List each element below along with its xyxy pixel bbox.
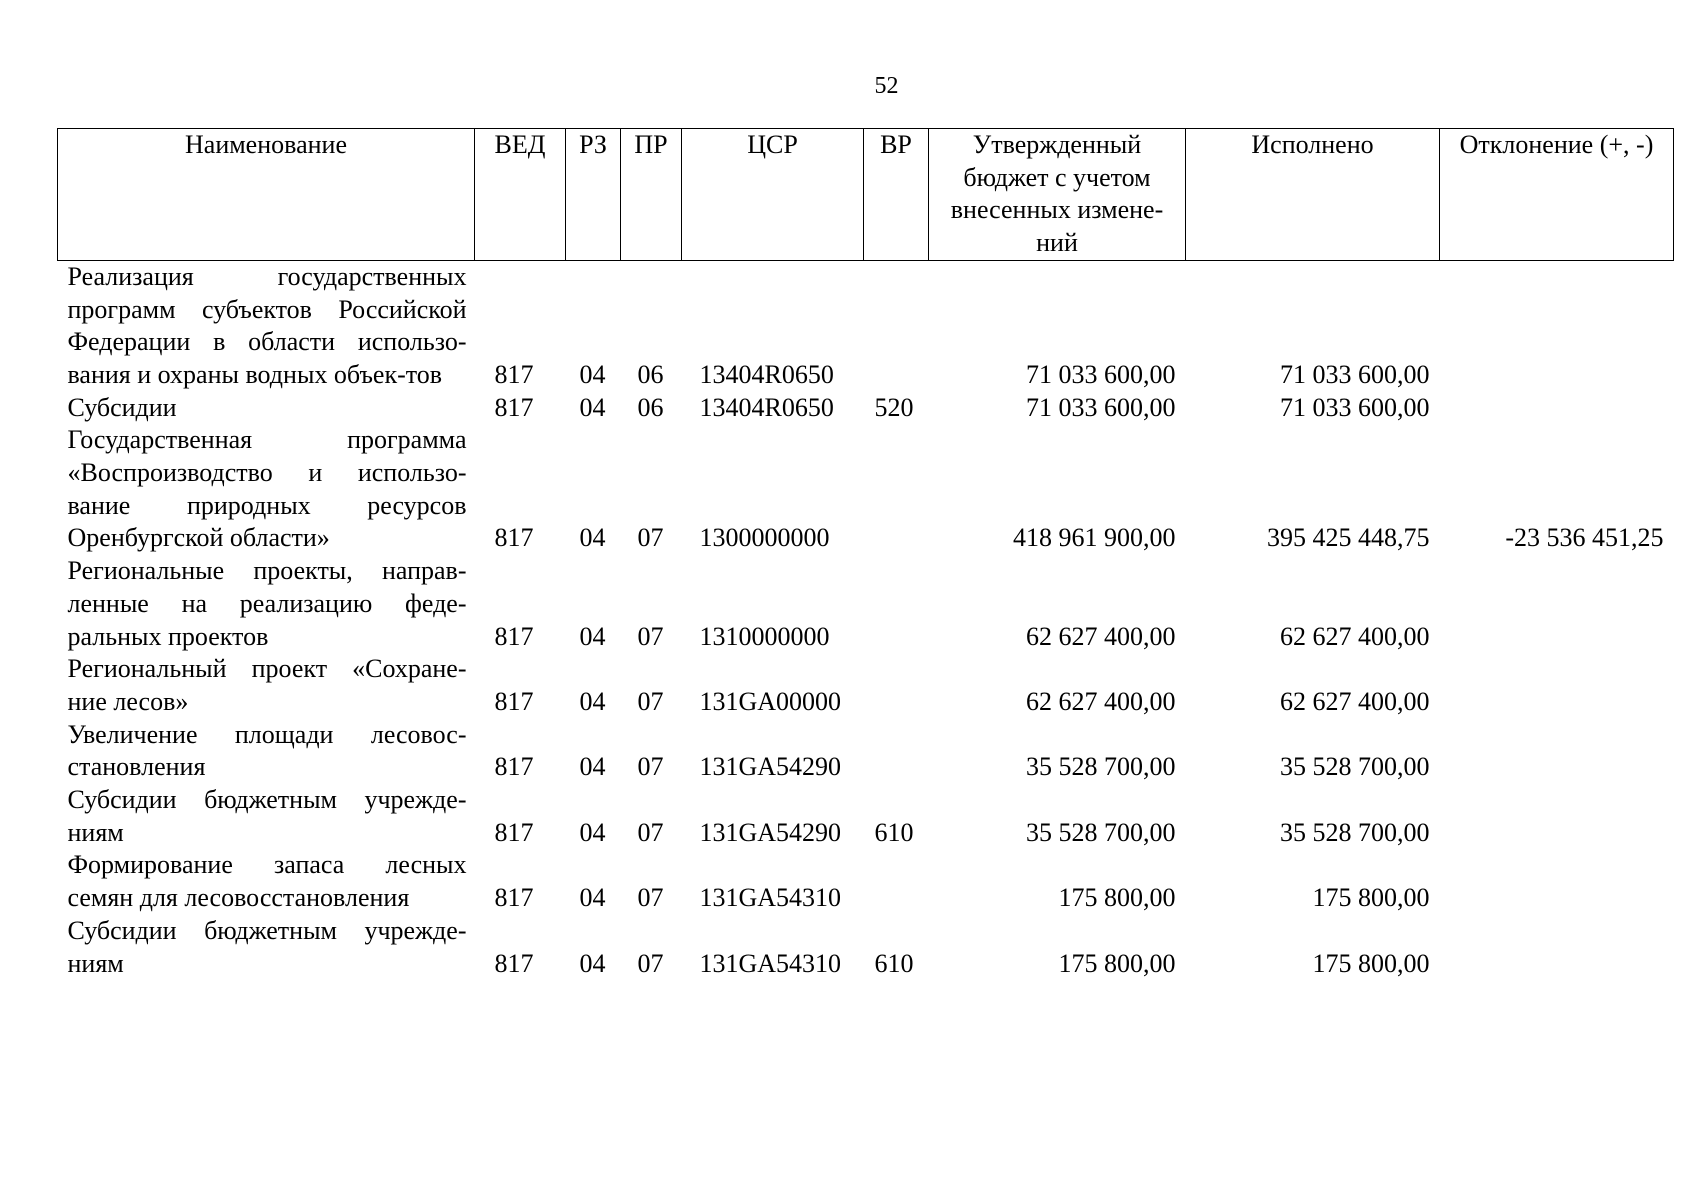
row-approved: 418 961 900,00 (1013, 523, 1176, 553)
row-approved: 71 033 600,00 (1026, 359, 1176, 389)
table-row (58, 653, 1674, 718)
row-ved: 817 (494, 359, 534, 389)
row-executed: 175 800,00 (1312, 948, 1430, 978)
row-pr: 07 (637, 948, 664, 978)
row-rz: 04 (579, 359, 606, 389)
row-csr: 13404R0650 (699, 392, 834, 422)
row-deviation (1440, 719, 1674, 784)
row-executed: 395 425 448,75 (1267, 523, 1430, 553)
header-deviation: Отклонение (+, -) (1440, 129, 1674, 261)
page-number: 52 (874, 73, 899, 99)
row-vr (864, 424, 929, 555)
row-rz: 04 (579, 621, 606, 651)
row-ved: 817 (494, 392, 534, 422)
row-vr: 610 (874, 817, 914, 847)
row-vr (864, 260, 929, 391)
row-name: Реализация государственных программ субъектов Российской Федерации в области использо-вания и охраны водных объек-тов (67, 261, 467, 389)
row-rz: 04 (579, 883, 606, 913)
header-name: Наименование (58, 129, 475, 261)
row-rz: 04 (579, 523, 606, 553)
row-name: Увеличение площади лесовос-становления (67, 719, 467, 782)
row-name: Формирование запаса лесных семян для лесовосстановления (67, 850, 467, 913)
row-rz: 04 (579, 948, 606, 978)
row-approved: 175 800,00 (1058, 883, 1176, 913)
row-ved: 817 (494, 752, 534, 782)
row-vr (864, 849, 929, 914)
row-name: Субсидии (67, 392, 177, 422)
row-deviation (1440, 784, 1674, 849)
row-approved: 175 800,00 (1058, 948, 1176, 978)
header-executed: Исполнено (1186, 129, 1440, 261)
row-executed: 62 627 400,00 (1280, 621, 1430, 651)
row-ved: 817 (494, 948, 534, 978)
row-deviation (1440, 915, 1674, 980)
row-csr: 1310000000 (699, 621, 830, 651)
row-vr (864, 555, 929, 653)
row-executed: 71 033 600,00 (1280, 392, 1430, 422)
row-csr: 131GA00000 (699, 686, 842, 716)
header-rz: РЗ (566, 129, 621, 261)
row-pr: 07 (637, 752, 664, 782)
row-csr: 1300000000 (699, 523, 830, 553)
row-ved: 817 (494, 883, 534, 913)
row-vr: 610 (874, 948, 914, 978)
row-rz: 04 (579, 817, 606, 847)
row-pr: 07 (637, 686, 664, 716)
row-pr: 07 (637, 523, 664, 553)
header-csr: ЦСР (682, 129, 864, 261)
row-approved: 71 033 600,00 (1026, 392, 1176, 422)
header-ved: ВЕД (475, 129, 566, 261)
row-approved: 62 627 400,00 (1026, 621, 1176, 651)
row-executed: 62 627 400,00 (1280, 686, 1430, 716)
table-row (58, 915, 1674, 980)
row-deviation (1440, 849, 1674, 914)
row-rz: 04 (579, 686, 606, 716)
row-ved: 817 (494, 523, 534, 553)
row-executed: 35 528 700,00 (1280, 817, 1430, 847)
row-name: Региональный проект «Сохране-ние лесов» (67, 654, 467, 716)
row-executed: 71 033 600,00 (1280, 359, 1430, 389)
row-approved: 35 528 700,00 (1026, 817, 1176, 847)
header-vr: ВР (864, 129, 929, 261)
row-csr: 13404R0650 (699, 359, 834, 389)
table-row (58, 719, 1674, 784)
row-vr (864, 719, 929, 784)
table-row (58, 849, 1674, 914)
row-deviation: -23 536 451,25 (1505, 523, 1664, 553)
row-deviation (1440, 555, 1674, 653)
row-csr: 131GA54310 (699, 883, 842, 913)
row-pr: 07 (637, 621, 664, 651)
row-name: Субсидии бюджетным учрежде-ниям (67, 785, 467, 847)
row-approved: 35 528 700,00 (1026, 752, 1176, 782)
row-executed: 35 528 700,00 (1280, 752, 1430, 782)
row-name: Государственная программа «Воспроизводство и использо-вание природных ресурсов Оренбургской области» (67, 425, 467, 553)
row-pr: 06 (637, 392, 664, 422)
row-pr: 07 (637, 817, 664, 847)
row-rz: 04 (579, 752, 606, 782)
row-deviation (1440, 653, 1674, 718)
table-header (58, 129, 1674, 261)
row-deviation (1440, 392, 1674, 425)
header-approved: Утвержденный бюджет с учетом внесенных измене-ний (929, 129, 1186, 261)
table-row (58, 392, 1674, 425)
row-ved: 817 (494, 621, 534, 651)
row-rz: 04 (579, 392, 606, 422)
row-csr: 131GA54290 (699, 817, 842, 847)
row-pr: 06 (637, 359, 664, 389)
table-row (58, 424, 1674, 555)
row-ved: 817 (494, 817, 534, 847)
row-approved: 62 627 400,00 (1026, 686, 1176, 716)
row-deviation (1440, 260, 1674, 391)
table-body (58, 260, 1674, 980)
row-executed: 175 800,00 (1312, 883, 1430, 913)
row-vr (864, 653, 929, 718)
row-ved: 817 (494, 686, 534, 716)
row-name: Региональные проекты, направ-ленные на реализацию феде-ральных проектов (67, 556, 467, 651)
table-row (58, 555, 1674, 653)
row-csr: 131GA54310 (699, 948, 842, 978)
row-csr: 131GA54290 (699, 752, 842, 782)
row-vr: 520 (874, 392, 914, 422)
table-row (58, 784, 1674, 849)
row-name: Субсидии бюджетным учрежде-ниям (67, 915, 467, 978)
header-pr: ПР (621, 129, 682, 261)
budget-table (57, 128, 1674, 980)
row-pr: 07 (637, 883, 664, 913)
table-row (58, 260, 1674, 391)
